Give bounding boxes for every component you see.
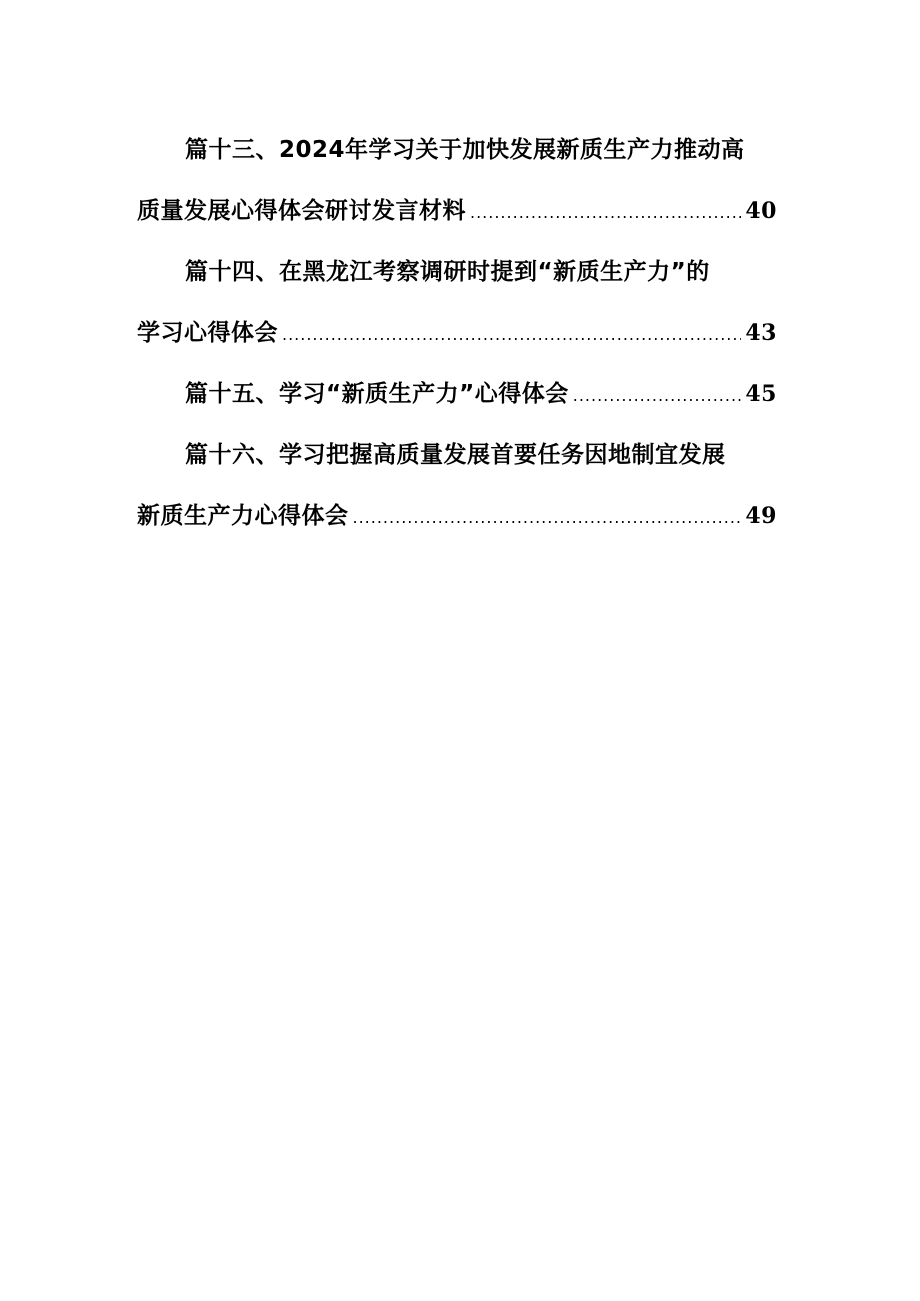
toc-entry-title: 学习心得体会 [137, 320, 278, 346]
toc-entry-title: 篇十三、2024年学习关于加快发展新质生产力推动高 [185, 137, 745, 163]
toc-entry-13-line1[interactable] [137, 120, 777, 181]
dot-leader [573, 365, 742, 426]
toc-entry-title: 篇十六、学习把握高质量发展首要任务因地制宜发展 [185, 442, 726, 468]
toc-entry-16-line1[interactable] [137, 425, 777, 486]
toc-entry-title: 篇十四、在黑龙江考察调研时提到“新质生产力”的 [185, 259, 710, 285]
toc-entry-13-line2[interactable] [137, 181, 777, 242]
toc-entry-16-line2[interactable] [137, 486, 777, 547]
dot-leader [470, 182, 741, 243]
dot-leader [353, 487, 742, 548]
toc-page-number: 40 [745, 198, 777, 224]
toc-page-number: 43 [745, 320, 777, 346]
toc-entry-14-line1[interactable] [137, 242, 777, 303]
toc-entry-15-line1[interactable] [137, 364, 777, 425]
toc-page-number: 49 [745, 503, 777, 529]
dot-leader [282, 304, 741, 365]
toc-entry-title: 新质生产力心得体会 [137, 503, 349, 529]
toc-entry-title: 质量发展心得体会研讨发言材料 [137, 198, 466, 224]
toc-entry-14-line2[interactable] [137, 303, 777, 364]
toc-entry-title: 篇十五、学习“新质生产力”心得体会 [185, 381, 569, 407]
toc-page-number: 45 [745, 381, 777, 407]
table-of-contents [137, 120, 777, 547]
